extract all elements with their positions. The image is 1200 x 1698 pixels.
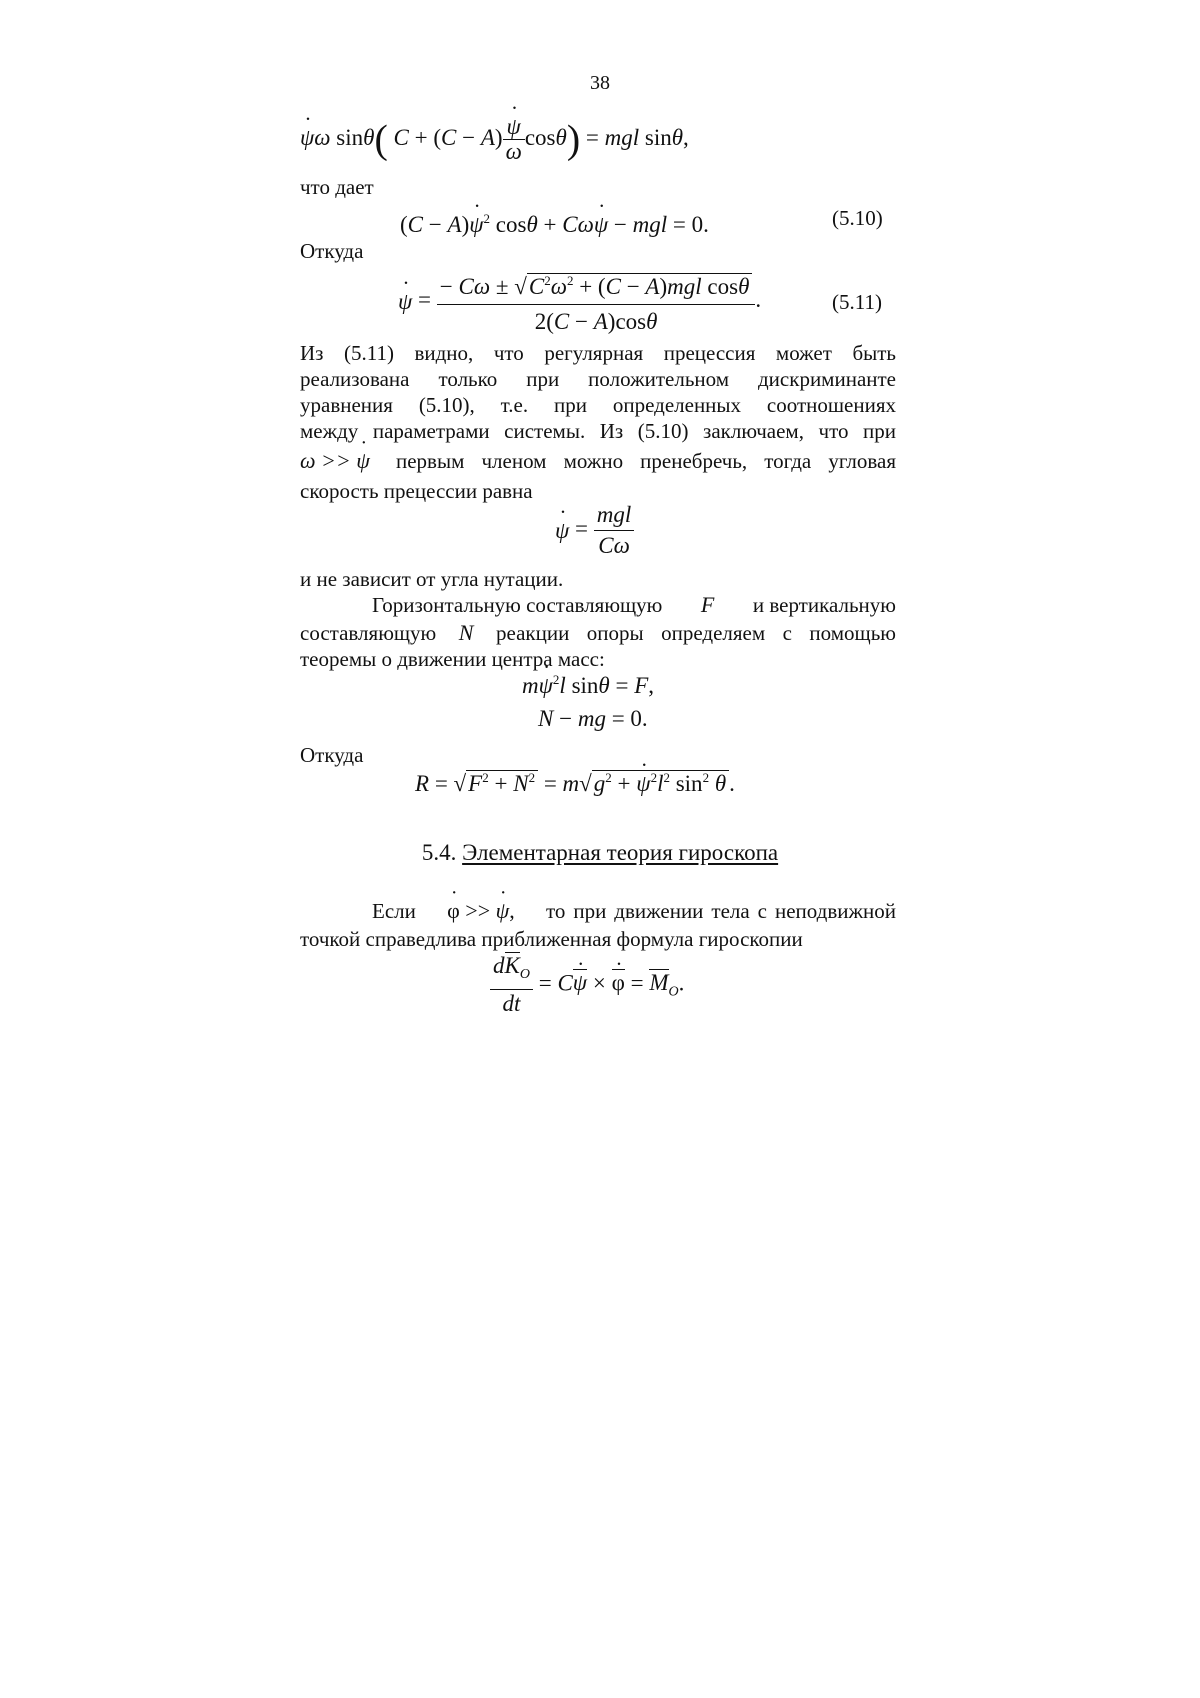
text-otkuda-1: Откуда [300, 239, 364, 263]
equation-vertical-force: N − mg = 0. [538, 706, 648, 731]
paragraph-line: реализована только при положительном дискриминанте [300, 367, 896, 391]
equation-5-10-number: (5.10) [832, 206, 883, 230]
equation-reaction-force: $R = √F^2 + N^2 = m√g^2 + \psi$ $˙^2l^2$ $\sin^2 \theta$ . [415, 770, 735, 797]
section-heading [0, 840, 1200, 866]
text-ne-zavisit: и не зависит от угла нутации. [300, 567, 564, 591]
equation-5-11: ψ ˙ = $\frac{- C\omega \pm √C^2\omega^2 + (C - A)mgl \cos\theta}{2(C - A)\cos\theta}$ . [398, 264, 761, 339]
equation-precession-rate: ψ ˙ = $\frac{\text{mgl}}{C\omega}$ [555, 500, 634, 561]
paragraph-regular-precession [300, 340, 896, 444]
paragraph-line: Горизонтальную составляющую F и вертикальную [372, 592, 896, 617]
equation-gyroscopy: $\frac{dK_O}{dt}$ = Cψ ˙ × φ ˙ = $M_O$. [490, 952, 684, 1018]
paragraph-line: составляющую N реакции опоры определяем с помощью [300, 620, 896, 645]
section-title: Элементарная теория гироскопа [462, 840, 779, 865]
equation-5-10: (C − A)ψ ˙$^2$ cosθ + Cωψ ˙ − mgl = 0. [400, 202, 709, 242]
paragraph-line: теоремы о движении центра масс: [300, 647, 605, 671]
text-chto-daet: что дает [300, 175, 374, 199]
section-number: 5.4. [421, 840, 457, 865]
paragraph-line: скорость прецессии равна [300, 479, 533, 503]
paragraph-line: между параметрами системы. Из (5.10) заключаем, что при [300, 419, 896, 443]
equation-5-11-number: (5.11) [832, 290, 882, 314]
equation-horizontal-force: mψ ˙$^2$l sinθ = F, [522, 672, 654, 699]
paragraph-line: уравнения (5.10), т.е. при определенных соотношениях [300, 393, 896, 417]
page-number: 38 [590, 72, 610, 94]
paragraph-line: Если φ ˙ >> ψ ˙, то при движении тела с неподвижной [372, 898, 896, 924]
text-otkuda-2: Откуда [300, 743, 364, 767]
equation-precession-balance: ψ ˙ω sinθ( C + (C − A) $\frac{\psi ˙}{\omega}$ cosθ) = mgl sinθ, [300, 108, 689, 168]
paragraph-line: точкой справедлива приближенная формула гироскопии [300, 927, 803, 951]
paragraph-line-omega: ω >> ψ ˙ первым членом можно пренебречь, тогда угловая [300, 448, 896, 474]
paragraph-line: Из (5.11) видно, что регулярная прецессия может быть [300, 341, 896, 365]
paragraph-line-text: первым членом можно пренебречь, тогда угловая [396, 449, 896, 473]
